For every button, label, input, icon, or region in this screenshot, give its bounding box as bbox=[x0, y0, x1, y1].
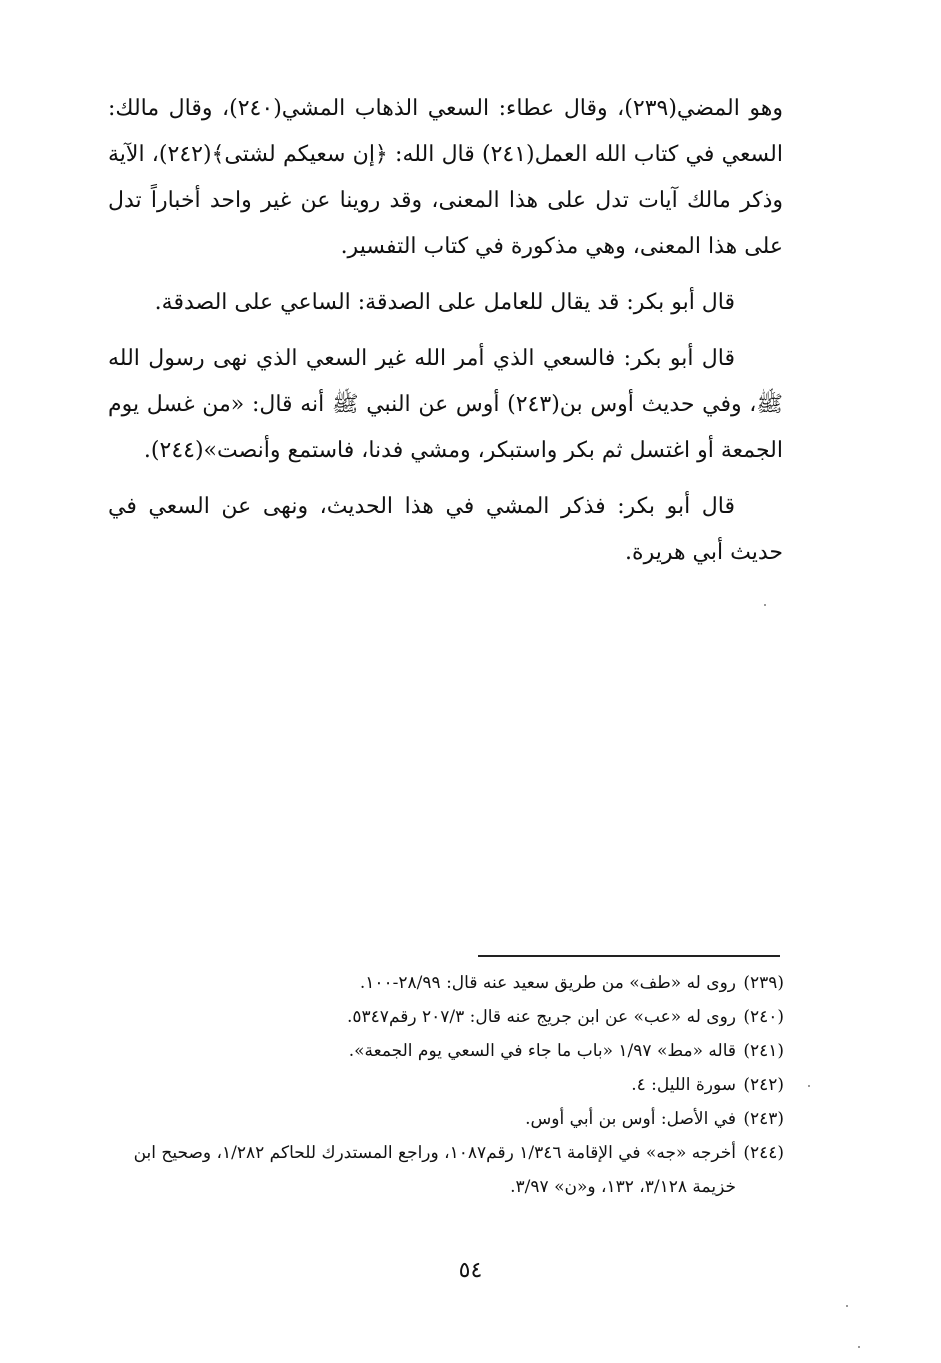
footnote-item bbox=[96, 1068, 784, 1102]
footnote-item bbox=[96, 1102, 784, 1136]
footnote-item bbox=[96, 1034, 784, 1068]
paragraph-3: قال أبو بكر: فالسعي الذي أمر الله غير السعي الذي نهى رسول الله ﷺ، وفي حديث أوس بن(٢٤٣) أوس عن النبي ﷺ أنه قال: «من غسل يوم الجمعة أو اغتسل ثم بكر واستبكر، ومشي فدنا، فاستمع وأنصت»(٢٤٤). bbox=[108, 346, 783, 463]
footnote-text: روى له «طف» من طريق سعيد عنه قال: ٢٨/٩٩-١٠٠. bbox=[359, 973, 736, 993]
paragraph-2: قال أبو بكر: قد يقال للعامل على الصدقة: الساعي على الصدقة. bbox=[154, 290, 735, 315]
paragraph-1: وهو المضي(٢٣٩)، وقال عطاء: السعي الذهاب المشي(٢٤٠)، وقال مالك: السعي في كتاب الله العمل(٢٤١) قال الله: ﴿إن سعيكم لشتى﴾(٢٤٢)، الآية وذكر مالك آيات تدل على هذا المعنى، وقد روينا عن غير واحد أخباراً تدل على هذا المعنى، وهي مذكورة في كتاب التفسير. bbox=[108, 96, 784, 259]
footnote-number: (٢٤٢) bbox=[743, 1075, 784, 1095]
scan-speck bbox=[846, 1305, 848, 1307]
paragraph-4: قال أبو بكر: فذكر المشي في هذا الحديث، ونهى عن السعي في حديث أبي هريرة. bbox=[108, 494, 783, 565]
footnote-item bbox=[96, 966, 784, 1000]
footnote-number: (٢٤٠) bbox=[743, 1007, 784, 1027]
footnote-divider bbox=[478, 955, 780, 957]
footnotes bbox=[96, 966, 784, 1204]
footnote-text: روى له «عب» عن ابن جريج عنه قال: ٢٠٧/٣ رقم٥٣٤٧. bbox=[347, 1007, 736, 1027]
footnote-number: (٢٤١) bbox=[743, 1041, 784, 1061]
page-number: ٥٤ bbox=[458, 1258, 483, 1283]
footnote-text: قاله «مط» ١/٩٧ «باب ما جاء في السعي يوم الجمعة». bbox=[348, 1041, 736, 1061]
scan-speck bbox=[764, 604, 766, 606]
footnote-text: أخرجه «جه» في الإقامة ١/٣٤٦ رقم١٠٨٧، وراجع المستدرك للحاكم ١/٢٨٢، وصحيح ابن خزيمة ٣/١٢٨، ١٣٢، و«ن» ٣/٩٧. bbox=[133, 1143, 736, 1197]
footnote-number: (٢٤٣) bbox=[743, 1109, 784, 1129]
footnote-item bbox=[96, 1136, 784, 1204]
footnote-text: في الأصل: أوس بن أبي أوس. bbox=[525, 1109, 736, 1129]
scan-speck bbox=[808, 1085, 810, 1087]
footnote-number: (٢٣٩) bbox=[743, 973, 784, 993]
scan-speck bbox=[858, 1346, 860, 1348]
main-text bbox=[108, 86, 783, 586]
footnote-item bbox=[96, 1000, 784, 1034]
footnote-number: (٢٤٤) bbox=[743, 1143, 784, 1163]
footnote-text: سورة الليل: ٤. bbox=[631, 1075, 736, 1095]
